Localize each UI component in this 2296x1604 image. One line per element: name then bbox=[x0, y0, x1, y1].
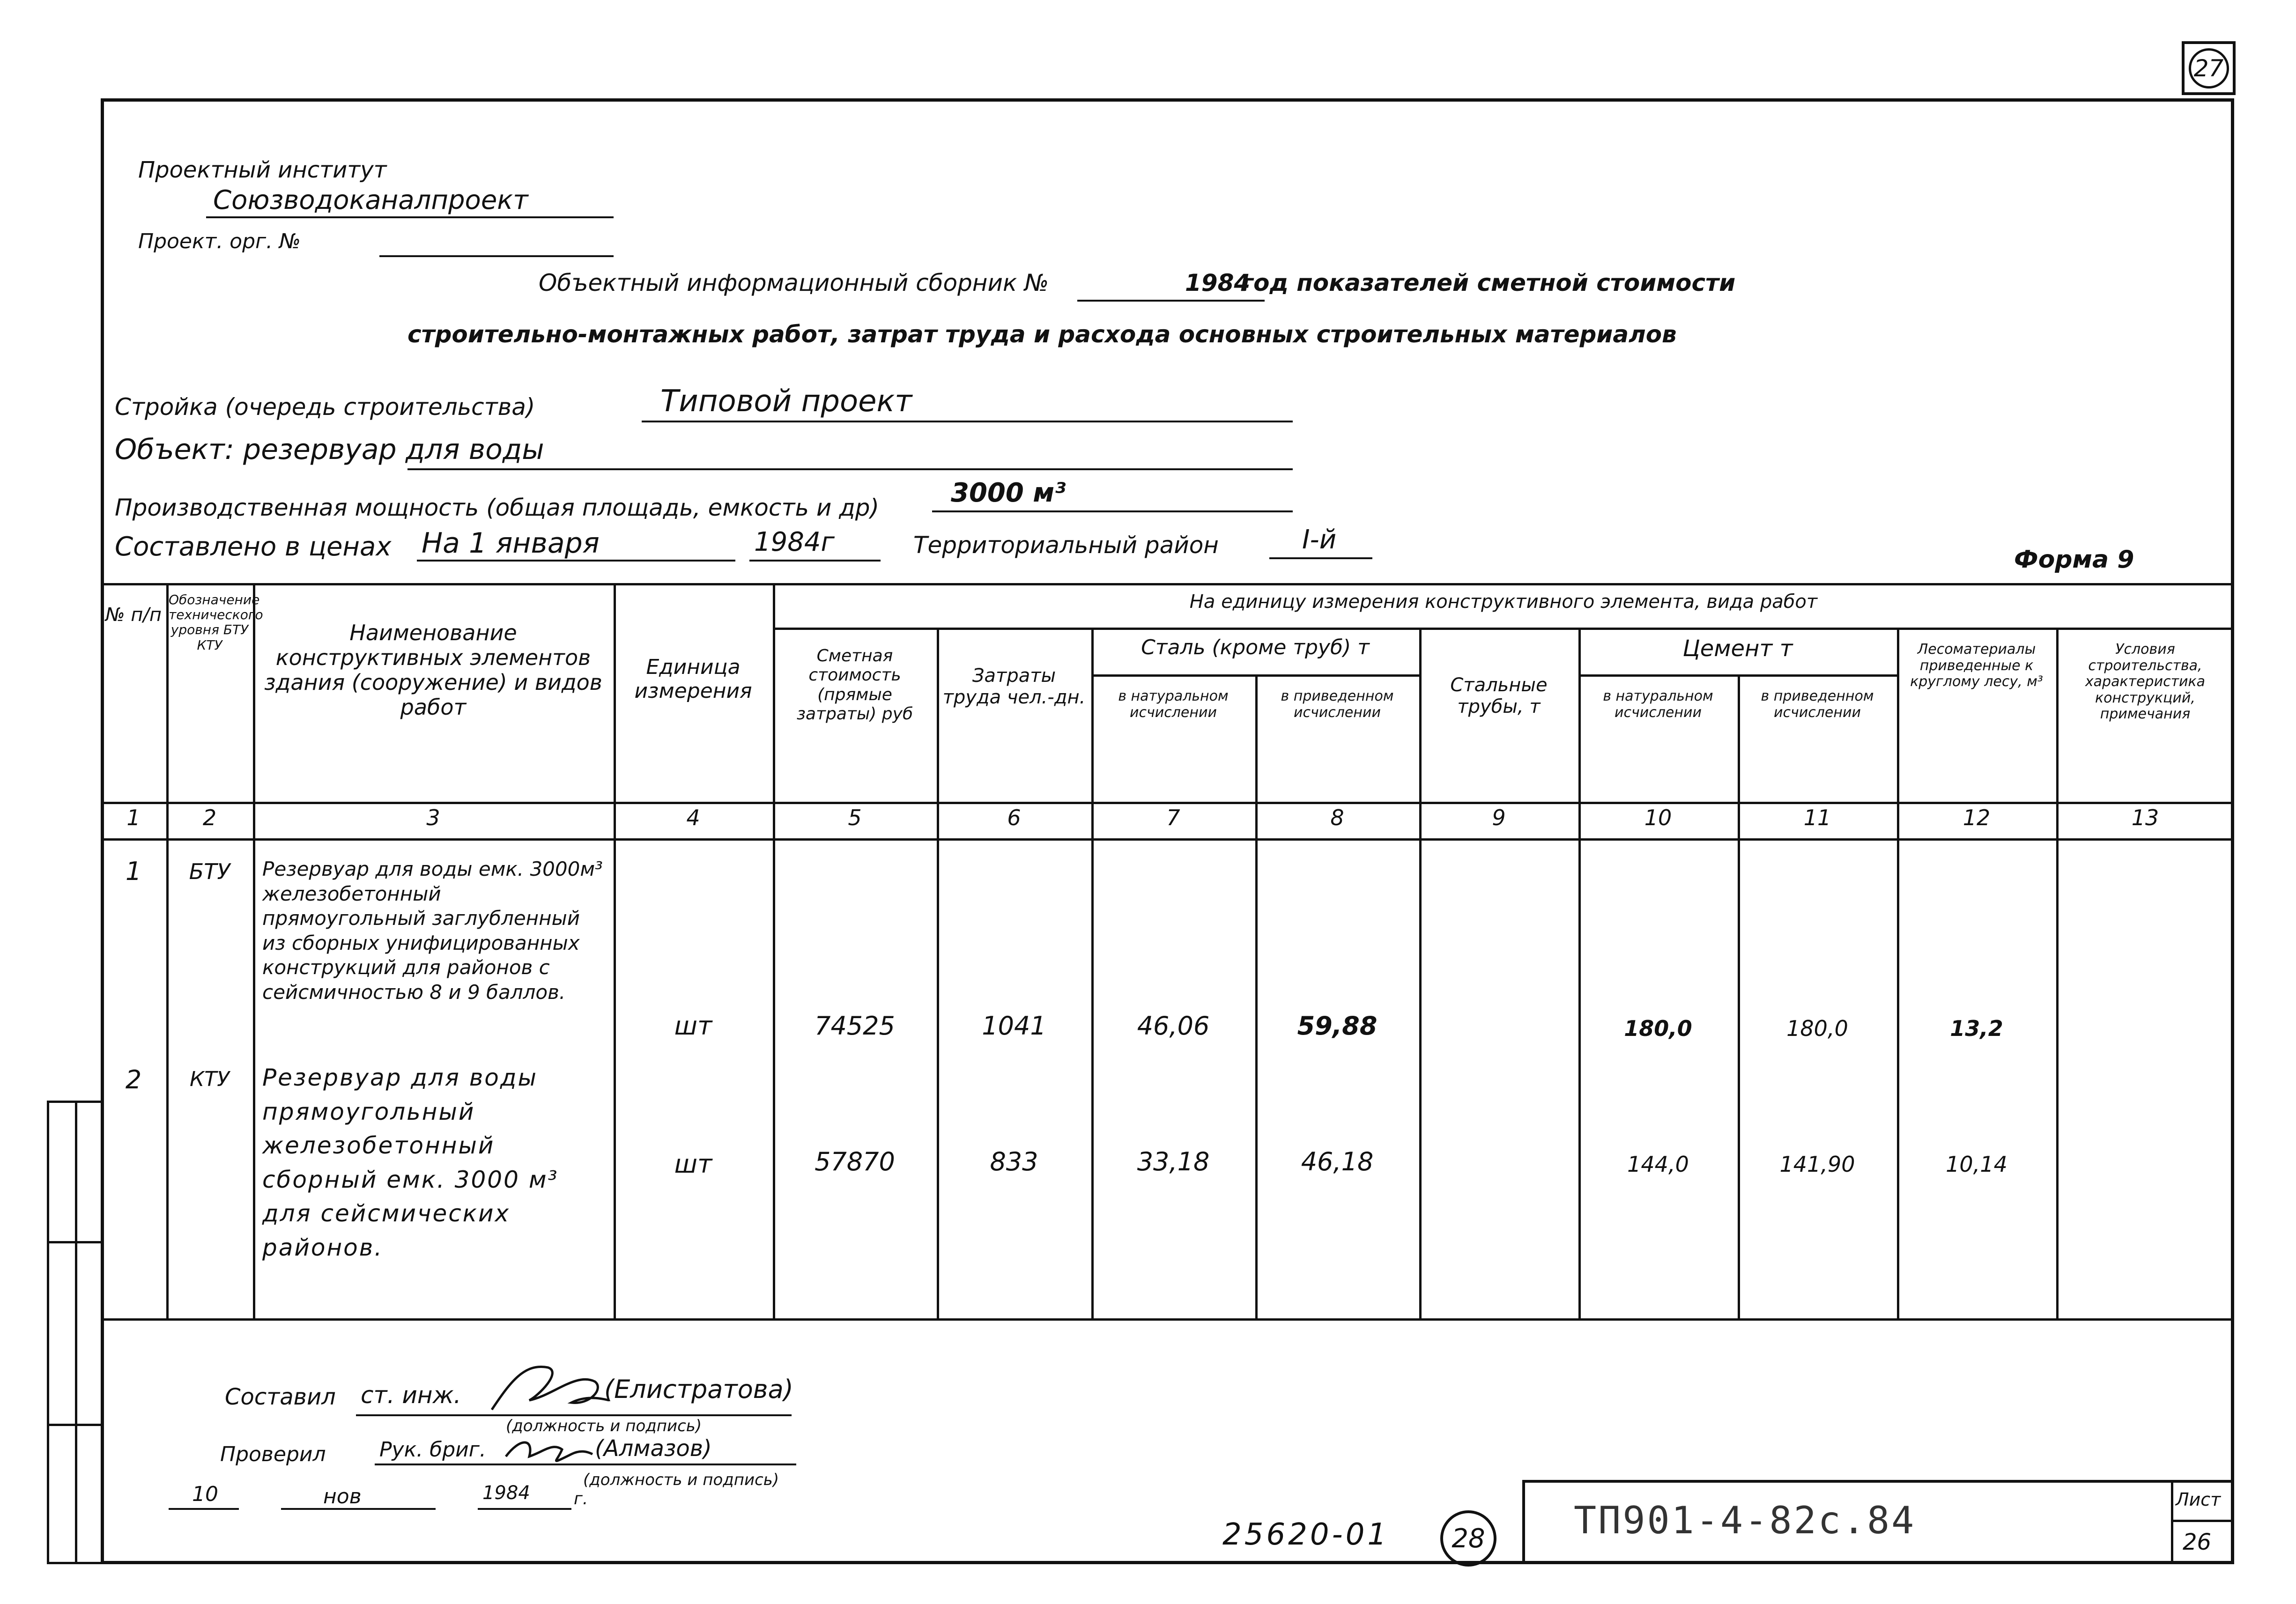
col-header-4: Единица измерения bbox=[634, 655, 752, 703]
col-number: 5 bbox=[848, 805, 862, 830]
col-number: 9 bbox=[1492, 805, 1506, 830]
date-month: нов bbox=[323, 1485, 362, 1508]
row-unit: шт bbox=[674, 1149, 712, 1179]
row-steel-red: 46,18 bbox=[1301, 1147, 1374, 1176]
col-header-1: № п/п bbox=[105, 604, 162, 626]
title-line1-end: год показателей сметной стоимости bbox=[1241, 269, 1736, 296]
checked-name: (Алмазов) bbox=[595, 1435, 712, 1462]
col-number: 4 bbox=[686, 805, 700, 830]
row-labor: 833 bbox=[990, 1147, 1038, 1176]
row-steel-nat: 46,06 bbox=[1137, 1011, 1210, 1041]
date-day: 10 bbox=[192, 1482, 218, 1506]
row-cement-red: 141,90 bbox=[1779, 1152, 1855, 1177]
region-label: Территориальный район bbox=[913, 532, 1219, 559]
col-header-1011: Цемент т bbox=[1682, 636, 1793, 662]
title-year: 1984 bbox=[1185, 269, 1251, 296]
row-number: 1 bbox=[125, 857, 142, 886]
document-frame bbox=[101, 98, 2234, 1564]
row-cement-nat: 180,0 bbox=[1624, 1016, 1692, 1041]
object-label: Объект: резервуар для воды bbox=[115, 433, 544, 466]
institute-name: Союзводоканалпроект bbox=[213, 185, 528, 215]
project-code: ТП901-4-82с.84 bbox=[1574, 1499, 1916, 1542]
construction-label: Стройка (очередь строительства) bbox=[115, 393, 535, 421]
col-header-2: Обозначение технического уровня БТУ КТУ bbox=[169, 592, 263, 653]
row-timber: 13,2 bbox=[1950, 1016, 2003, 1041]
row-labor: 1041 bbox=[982, 1011, 1046, 1041]
col-header-3: Наименование конструктивных элементов здания (сооружение) и видов работ bbox=[264, 620, 602, 720]
col-header-13: Условия строительства, характеристика конструкций, примечания bbox=[2085, 641, 2206, 722]
col-number: 12 bbox=[1963, 805, 1991, 830]
row-cement-nat: 144,0 bbox=[1627, 1152, 1689, 1177]
col-number: 10 bbox=[1644, 805, 1672, 830]
row-name: Резервуар для воды емк. 3000м³ железобетонный прямоугольный заглубленный из сборных унифицированных конструкций для районов с сейсмичностью 8 и 9 баллов. bbox=[262, 857, 603, 1004]
col-header-9: Стальные трубы, т bbox=[1450, 674, 1548, 717]
col-header-12: Лесоматериалы приведенные к круглому лесу, м³ bbox=[1910, 641, 2043, 690]
col-header-11: в приведенном исчислении bbox=[1761, 688, 1874, 721]
doc-number: 25620-01 bbox=[1222, 1517, 1390, 1552]
institute-label: Проектный институт bbox=[138, 157, 387, 183]
form-label: Форма 9 bbox=[2014, 546, 2134, 574]
construction-value: Типовой проект bbox=[660, 384, 912, 419]
title-line1: Объектный информационный сборник № bbox=[539, 269, 1049, 296]
capacity-label: Производственная мощность (общая площадь, емкость и др) bbox=[115, 494, 880, 521]
capacity-value: 3000 м³ bbox=[951, 478, 1066, 508]
row-unit: шт bbox=[674, 1011, 712, 1041]
row-number: 2 bbox=[125, 1065, 142, 1094]
position-sign-hint-2: (должность и подпись) bbox=[583, 1471, 779, 1489]
checked-signature bbox=[501, 1428, 595, 1472]
col-number: 6 bbox=[1007, 805, 1021, 830]
title-line2: строительно-монтажных работ, затрат труда и расхода основных строительных материалов bbox=[407, 321, 1677, 348]
date-year: 1984 bbox=[482, 1482, 530, 1504]
col-header-7: в натуральном исчислении bbox=[1118, 688, 1229, 721]
col-number: 2 bbox=[202, 805, 217, 830]
compiled-position: ст. инж. bbox=[361, 1382, 461, 1409]
col-number: 3 bbox=[426, 805, 440, 830]
prices-value: На 1 января bbox=[422, 527, 600, 560]
circle-number-text: 28 bbox=[1452, 1523, 1485, 1554]
row-timber: 10,14 bbox=[1946, 1152, 2007, 1177]
region-value: I-й bbox=[1302, 525, 1337, 555]
row-level: БТУ bbox=[189, 859, 230, 884]
compiled-name: (Елистратова) bbox=[604, 1375, 793, 1404]
table-group-header: На единицу измерения конструктивного элемента, вида работ bbox=[1189, 591, 1818, 613]
order-label: Проект. орг. № bbox=[138, 229, 301, 253]
row-name: Резервуар для воды прямоугольный железобетонный сборный емк. 3000 м³ для сейсмических районов. bbox=[262, 1064, 559, 1261]
col-header-10: в натуральном исчислении bbox=[1603, 688, 1713, 721]
page-number-circle: 27 bbox=[2189, 48, 2229, 89]
sheet-label: Лист bbox=[2176, 1489, 2221, 1510]
checked-position: Рук. бриг. bbox=[379, 1438, 486, 1462]
col-header-5: Сметная стоимость (прямые затраты) руб bbox=[796, 646, 913, 724]
row-steel-nat: 33,18 bbox=[1137, 1147, 1210, 1176]
date-suffix: г. bbox=[574, 1489, 588, 1508]
col-header-6: Затраты труда чел.-дн. bbox=[942, 665, 1086, 708]
checked-label: Проверил bbox=[220, 1442, 326, 1466]
col-header-8: в приведенном исчислении bbox=[1281, 688, 1394, 721]
row-cost: 57870 bbox=[815, 1147, 895, 1176]
prices-year: 1984г bbox=[754, 527, 835, 557]
row-cost: 74525 bbox=[815, 1011, 895, 1041]
col-number: 13 bbox=[2131, 805, 2159, 830]
compiled-signature bbox=[482, 1353, 614, 1421]
circle-number bbox=[1440, 1510, 1496, 1567]
compiled-label: Составил bbox=[225, 1384, 336, 1410]
row-steel-red: 59,88 bbox=[1297, 1011, 1378, 1041]
row-cement-red: 180,0 bbox=[1786, 1016, 1848, 1041]
prices-label: Составлено в ценах bbox=[115, 532, 392, 562]
col-number: 11 bbox=[1803, 805, 1831, 830]
col-number: 8 bbox=[1330, 805, 1344, 830]
sheet-number: 26 bbox=[2183, 1529, 2212, 1555]
page-number-box bbox=[2182, 41, 2236, 95]
row-level: КТУ bbox=[190, 1067, 230, 1091]
col-number: 7 bbox=[1166, 805, 1180, 830]
col-number: 1 bbox=[126, 805, 141, 830]
position-sign-hint: (должность и подпись) bbox=[506, 1417, 702, 1435]
col-header-78: Сталь (кроме труб) т bbox=[1141, 636, 1370, 659]
